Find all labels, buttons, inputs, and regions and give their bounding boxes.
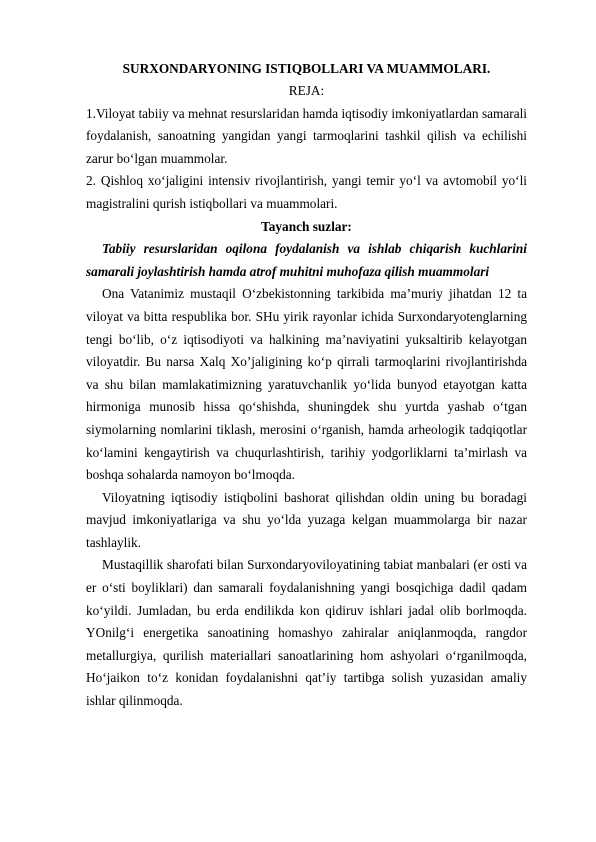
- plan-heading: REJA:: [288, 83, 325, 98]
- plan-item-1: 1.Viloyat tabiiy va mehnat resurslaridan hamda iqtisodiy imkoniyatlardan samarali foydalanish, sanoatning yangidan yangi tarmoqlarini tashkil qilish va echilishi zarur bo‘lgan muammolar.: [86, 105, 527, 166]
- document-page: [86, 58, 527, 713]
- body-paragraph-2: Viloyatning iqtisodiy istiqbolini bashorat qilishdan oldin uning bu boradagi mavjud imkoniyatlariga va shu yo‘lda yuzaga kelgan muammolarga bir nazar tashlaylik.: [86, 489, 527, 550]
- keywords-heading: Tayanch suzlar:: [261, 218, 352, 234]
- body-paragraph-3: Mustaqillik sharofati bilan Surxondaryoviloyatining tabiat manbalari (er osti va er o‘sti boyliklari) dan samarali foydalanishning yangi bosqichiga dadil qadam ko‘yildi. Jumladan, bu erda endilikda kon qidiruv ishlari jadal olib borlmoqda. YOnilg‘i energetika sanoatining homashyo zahiralar aniqlanmoqda, rangdor metallurgiya, qurilish materiallari sanoatlarining hom ashyolari o‘rganilmoqda, Ho‘jaikon to‘z konidan foydalanishni qat’iy tartibga solish yuzasidan amaliy ishlar qilinmoqda.: [86, 557, 527, 709]
- keywords-text: Tabiiy resurslaridan oqilona foydalanish va ishlab chiqarish kuchlarini samarali joylashtirish hamda atrof muhitni muhofaza qilish muammolari: [86, 241, 527, 279]
- plan-item-2: 2. Qishloq xo‘jaligini intensiv rivojlantirish, yangi temir yo‘l va avtomobil yo‘li magistralini qurish istiqbollari va muammolari.: [86, 173, 527, 211]
- document-title: SURXONDARYONING ISTIQBOLLARI VA MUAMMOLARI.: [122, 61, 491, 76]
- body-paragraph-1: Ona Vatanimiz mustaqil O‘zbekistonning tarkibida ma’muriy jihatdan 12 ta viloyat va bitta respublika bor. SHu yirik rayonlar ichida Surxondaryotenglarning tengi bo‘lib, o‘z iqtisodiyoti va halkining ma’naviyatini yuksaltirib kelayotgan viloyatdir. Bu narsa Xalq Xo’jaligining ko‘p qirrali tarmoqlarini rivojlantirishda va shu bilan mamlakatimizning yaratuvchanlik yo‘lida bunyod etayotgan katta hirmoniga munosib hissa qo‘shishda, shuningdek shu yurtda yashab o‘tgan siymolarning nomlarini tiklash, merosini o‘rganish, hamda arheologik tadqiqotlar ko‘lamini kengaytirish va chuqurlashtirish, tarihiy yodgorliklarni ta’mirlash va boshqa sohalarda namoyon bo‘lmoqda.: [86, 286, 527, 483]
